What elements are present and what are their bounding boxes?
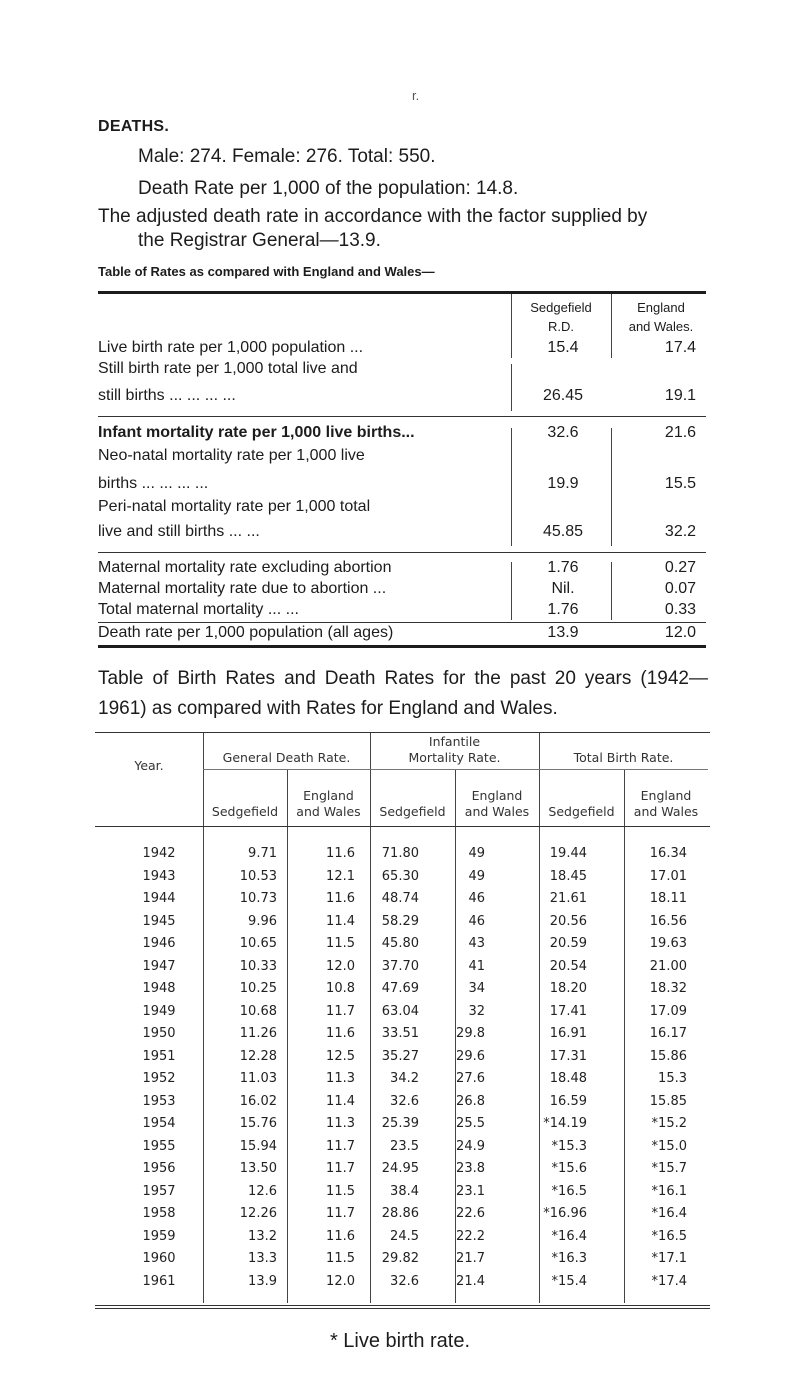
- adjusted-rate-line-2: the Registrar General—13.9.: [138, 230, 381, 251]
- table2-top-rule: [95, 732, 710, 733]
- row-label: Neo-natal mortality rate per 1,000 live: [98, 447, 365, 464]
- table-row: [95, 981, 710, 999]
- england-birth-rate: *15.2: [651, 1116, 687, 1131]
- sedgefield-infant-mortality: 71.80: [381, 846, 419, 861]
- england-death-rate: 12.0: [326, 1273, 355, 1289]
- sedgefield-birth-rate: 19.44: [549, 846, 587, 861]
- sedgefield-infant-mortality: 23.5: [390, 1138, 419, 1154]
- header-line: Infantile: [428, 734, 481, 749]
- england-death-rate: 12.1: [326, 868, 355, 884]
- england-birth-rate: 15.86: [649, 1048, 687, 1064]
- england-value: 15.5: [664, 475, 697, 492]
- table1-header-sedgefield: [511, 298, 611, 336]
- england-birth-rate: *16.1: [651, 1183, 687, 1199]
- england-value: 19.1: [664, 387, 697, 404]
- sedgefield-birth-rate: 20.56: [549, 913, 587, 929]
- table-row: [95, 1161, 710, 1179]
- england-birth-rate: 18.32: [649, 981, 687, 996]
- sedgefield-value: 32.6: [547, 424, 579, 441]
- year-cell: 1945: [142, 913, 176, 929]
- england-infant-mortality: 27.6: [456, 1071, 485, 1086]
- sedgefield-death-rate: 13.9: [248, 1273, 277, 1289]
- sedgefield-birth-rate: 21.61: [549, 891, 587, 906]
- table-row: [95, 1251, 710, 1269]
- table-row: [95, 1071, 710, 1089]
- england-birth-rate: 21.00: [649, 958, 687, 974]
- england-infant-mortality: 22.6: [456, 1206, 485, 1221]
- table1-rule: [98, 416, 706, 417]
- england-birth-rate: *16.5: [651, 1228, 687, 1244]
- table1-row: [98, 559, 706, 581]
- england-death-rate: 11.4: [326, 913, 355, 929]
- sedgefield-death-rate: 16.02: [239, 1093, 277, 1109]
- table-row: [95, 959, 710, 977]
- england-infant-mortality: 49: [468, 868, 485, 884]
- england-value: 21.6: [664, 424, 697, 441]
- row-label: Maternal mortality rate due to abortion ...: [98, 580, 387, 597]
- table2-subheader-sedgefield: Sedgefield: [211, 804, 279, 819]
- sedgefield-birth-rate: 20.59: [549, 936, 587, 951]
- year-cell: 1944: [142, 891, 176, 906]
- sedgefield-value: 1.76: [547, 559, 579, 576]
- header-line: England: [471, 788, 523, 803]
- england-birth-rate: 16.56: [649, 913, 687, 929]
- table1-divider: [511, 562, 512, 620]
- sedgefield-birth-rate: *15.6: [551, 1161, 587, 1176]
- table-row: [95, 914, 710, 932]
- table-row: [95, 1184, 710, 1202]
- year-cell: 1960: [142, 1251, 176, 1266]
- england-birth-rate: 18.11: [649, 891, 687, 906]
- table2-header-infantile: [370, 734, 539, 766]
- england-birth-rate: 16.34: [649, 846, 687, 861]
- england-infant-mortality: 29.6: [456, 1048, 485, 1064]
- sedgefield-infant-mortality: 25.39: [381, 1116, 419, 1131]
- sedgefield-birth-rate: *16.5: [551, 1183, 587, 1199]
- table-row: [95, 1139, 710, 1157]
- table2-subheader-sedgefield: Sedgefield: [548, 804, 615, 819]
- table2-header-general: General Death Rate.: [222, 750, 351, 765]
- england-death-rate: 11.5: [326, 936, 355, 951]
- table-row: [95, 1026, 710, 1044]
- sedgefield-infant-mortality: 48.74: [381, 891, 419, 906]
- england-infant-mortality: 23.8: [456, 1161, 485, 1176]
- table1-header-england: [611, 298, 711, 336]
- header-line: England: [640, 788, 692, 803]
- sedgefield-infant-mortality: 33.51: [381, 1026, 419, 1041]
- year-cell: 1959: [142, 1228, 176, 1244]
- sedgefield-infant-mortality: 38.4: [390, 1183, 419, 1199]
- table1-divider: [611, 428, 612, 546]
- year-cell: 1952: [142, 1071, 176, 1086]
- table1-row: [98, 523, 706, 545]
- row-label: live and still births ... ...: [98, 523, 260, 540]
- england-death-rate: 12.5: [326, 1048, 355, 1064]
- row-label: Still birth rate per 1,000 total live and: [98, 360, 358, 377]
- england-infant-mortality: 21.7: [456, 1251, 485, 1266]
- death-rate-line: Death Rate per 1,000 of the population: 14.8.: [138, 178, 519, 199]
- england-birth-rate: 17.01: [649, 868, 687, 884]
- england-death-rate: 11.7: [326, 1003, 355, 1019]
- sedgefield-death-rate: 10.33: [239, 958, 277, 974]
- table2-header-birth: Total Birth Rate.: [573, 750, 674, 765]
- table-row: [95, 869, 710, 887]
- table1-row: [98, 580, 706, 602]
- header-line: England: [303, 788, 354, 803]
- sedgefield-death-rate: 15.76: [239, 1116, 277, 1131]
- row-label: still births ... ... ... ...: [98, 387, 236, 404]
- table1-rule: [98, 622, 706, 623]
- table-row: [95, 1229, 710, 1247]
- sedgefield-value: 1.76: [547, 601, 579, 618]
- sedgefield-value: 15.4: [547, 339, 579, 356]
- sedgefield-birth-rate: 17.41: [549, 1003, 587, 1019]
- england-death-rate: 11.6: [326, 1228, 355, 1244]
- england-birth-rate: *16.4: [651, 1206, 687, 1221]
- england-infant-mortality: 46: [468, 891, 485, 906]
- table-row: [95, 1094, 710, 1112]
- sedgefield-birth-rate: *16.3: [551, 1251, 587, 1266]
- table2-subheader-england: [287, 788, 370, 820]
- sedgefield-value: Nil.: [551, 580, 575, 597]
- england-birth-rate: *15.7: [651, 1161, 687, 1176]
- header-line: and Wales: [296, 804, 361, 819]
- england-infant-mortality: 29.8: [456, 1026, 485, 1041]
- sedgefield-death-rate: 13.50: [239, 1161, 277, 1176]
- table1-row: [98, 601, 706, 623]
- header-line: R.D.: [548, 319, 574, 334]
- sedgefield-infant-mortality: 32.6: [390, 1273, 419, 1289]
- england-birth-rate: *17.1: [651, 1251, 687, 1266]
- sedgefield-value: 19.9: [547, 475, 579, 492]
- header-line: and Wales.: [628, 319, 694, 334]
- sedgefield-death-rate: 11.26: [239, 1026, 277, 1041]
- sedgefield-death-rate: 9.96: [248, 913, 277, 929]
- sedgefield-death-rate: 10.73: [239, 891, 277, 906]
- table1-row: [98, 387, 706, 409]
- sedgefield-death-rate: 11.03: [239, 1071, 277, 1086]
- year-cell: 1951: [142, 1048, 176, 1064]
- table2-bottom-rule: [95, 1305, 710, 1306]
- table2-bottom-rule: [95, 1308, 710, 1309]
- year-cell: 1957: [142, 1183, 176, 1199]
- england-death-rate: 11.3: [326, 1116, 355, 1131]
- sedgefield-infant-mortality: 58.29: [381, 913, 419, 929]
- year-cell: 1949: [142, 1003, 176, 1019]
- england-birth-rate: 15.3: [658, 1071, 687, 1086]
- sedgefield-death-rate: 12.28: [239, 1048, 277, 1064]
- header-line: and Wales: [464, 804, 530, 819]
- england-infant-mortality: 23.1: [456, 1183, 485, 1199]
- sedgefield-death-rate: 13.2: [248, 1228, 277, 1244]
- header-line: Mortality Rate.: [408, 750, 501, 765]
- england-infant-mortality: 24.9: [456, 1138, 485, 1154]
- section-heading: DEATHS.: [98, 118, 170, 135]
- sedgefield-birth-rate: 16.91: [549, 1026, 587, 1041]
- year-cell: 1943: [142, 868, 176, 884]
- england-infant-mortality: 43: [468, 936, 485, 951]
- table1-row: [98, 447, 706, 469]
- sedgefield-death-rate: 9.71: [248, 846, 277, 861]
- england-infant-mortality: 26.8: [456, 1093, 485, 1109]
- sedgefield-value: 45.85: [542, 523, 584, 540]
- sedgefield-birth-rate: 16.59: [549, 1093, 587, 1109]
- year-cell: 1954: [142, 1116, 176, 1131]
- england-value: 0.07: [664, 580, 697, 597]
- england-death-rate: 11.7: [326, 1206, 355, 1221]
- england-infant-mortality: 49: [468, 846, 485, 861]
- england-birth-rate: 19.63: [649, 936, 687, 951]
- sedgefield-birth-rate: 18.20: [549, 981, 587, 996]
- footnote: * Live birth rate.: [329, 1330, 471, 1352]
- england-death-rate: 11.5: [326, 1251, 355, 1266]
- table2-subheader-england: [455, 788, 539, 820]
- year-cell: 1958: [142, 1206, 176, 1221]
- row-label: Live birth rate per 1,000 population ...: [98, 339, 364, 356]
- row-label: Death rate per 1,000 population (all ages): [98, 624, 394, 641]
- year-cell: 1947: [142, 958, 176, 974]
- table-row: [95, 936, 710, 954]
- sedgefield-birth-rate: *15.4: [551, 1273, 587, 1289]
- table1-row: [98, 360, 706, 382]
- england-death-rate: 12.0: [326, 958, 355, 974]
- sedgefield-value: 26.45: [542, 387, 584, 404]
- table-row: [95, 1049, 710, 1067]
- table2-header-year: Year.: [134, 758, 164, 773]
- deaths-totals: Male: 274. Female: 276. Total: 550.: [138, 146, 436, 167]
- sedgefield-death-rate: 10.65: [239, 936, 277, 951]
- england-death-rate: 11.7: [326, 1161, 355, 1176]
- sedgefield-death-rate: 12.6: [248, 1183, 277, 1199]
- sedgefield-infant-mortality: 45.80: [381, 936, 419, 951]
- table1-row: [98, 475, 706, 497]
- sedgefield-infant-mortality: 24.95: [381, 1161, 419, 1176]
- england-birth-rate: *15.0: [651, 1138, 687, 1154]
- year-cell: 1956: [142, 1161, 176, 1176]
- sedgefield-value: 13.9: [547, 624, 579, 641]
- england-value: 12.0: [664, 624, 697, 641]
- sedgefield-birth-rate: 18.48: [549, 1071, 587, 1086]
- sedgefield-death-rate: 13.3: [248, 1251, 277, 1266]
- sedgefield-infant-mortality: 32.6: [390, 1093, 419, 1109]
- england-infant-mortality: 21.4: [456, 1273, 485, 1289]
- england-death-rate: 11.4: [326, 1093, 355, 1109]
- england-death-rate: 11.6: [326, 1026, 355, 1041]
- table1-top-rule: [98, 291, 706, 294]
- table1-row: [98, 624, 706, 646]
- year-cell: 1961: [142, 1273, 176, 1289]
- sedgefield-infant-mortality: 29.82: [381, 1251, 419, 1266]
- header-line: and Wales: [633, 804, 699, 819]
- england-infant-mortality: 46: [468, 913, 485, 929]
- sedgefield-death-rate: 15.94: [239, 1138, 277, 1154]
- england-infant-mortality: 22.2: [456, 1228, 485, 1244]
- sedgefield-birth-rate: *16.96: [543, 1206, 587, 1221]
- sedgefield-infant-mortality: 34.2: [390, 1071, 419, 1086]
- table-row: [95, 1206, 710, 1224]
- table2-header-rule: [95, 826, 710, 827]
- sedgefield-birth-rate: 18.45: [549, 868, 587, 884]
- england-birth-rate: *17.4: [651, 1273, 687, 1289]
- row-label: births ... ... ... ...: [98, 475, 209, 492]
- table2-subheader-sedgefield: Sedgefield: [379, 804, 446, 819]
- table1-divider: [611, 562, 612, 620]
- table1-bottom-rule: [98, 645, 706, 648]
- england-birth-rate: 15.85: [649, 1093, 687, 1109]
- sedgefield-birth-rate: 20.54: [549, 958, 587, 974]
- year-cell: 1955: [142, 1138, 176, 1154]
- england-death-rate: 11.7: [326, 1138, 355, 1154]
- row-label: Peri-natal mortality rate per 1,000 total: [98, 498, 371, 515]
- row-label: Maternal mortality rate excluding abortion: [98, 559, 392, 576]
- england-infant-mortality: 25.5: [456, 1116, 485, 1131]
- england-death-rate: 11.6: [326, 846, 355, 861]
- table1-divider: [511, 428, 512, 546]
- table2-caption: Table of Birth Rates and Death Rates for the past 20 years (1942—1961) as compared with Rates for England and Wales.: [98, 668, 708, 719]
- year-cell: 1946: [142, 936, 176, 951]
- england-birth-rate: 16.17: [649, 1026, 687, 1041]
- row-label: Total maternal mortality ... ...: [98, 601, 299, 618]
- england-death-rate: 11.6: [326, 891, 355, 906]
- sedgefield-infant-mortality: 47.69: [381, 981, 419, 996]
- england-infant-mortality: 32: [468, 1003, 485, 1019]
- table-row: [95, 1274, 710, 1292]
- england-death-rate: 11.3: [326, 1071, 355, 1086]
- sedgefield-death-rate: 10.53: [239, 868, 277, 884]
- table1-rule: [98, 552, 706, 553]
- sedgefield-death-rate: 10.25: [239, 981, 277, 996]
- england-value: 17.4: [664, 339, 697, 356]
- england-death-rate: 11.5: [326, 1183, 355, 1199]
- sedgefield-death-rate: 10.68: [239, 1003, 277, 1019]
- table2-subheader-rule: [203, 769, 708, 770]
- table1-row: [98, 339, 706, 361]
- england-infant-mortality: 41: [468, 958, 485, 974]
- header-line: Sedgefield: [530, 300, 592, 315]
- table1-caption: Table of Rates as compared with England and Wales—: [98, 264, 435, 279]
- table-row: [95, 1116, 710, 1134]
- sedgefield-birth-rate: 17.31: [549, 1048, 587, 1064]
- england-value: 0.33: [664, 601, 697, 618]
- table1-divider: [511, 364, 512, 411]
- england-death-rate: 10.8: [326, 981, 355, 996]
- sedgefield-infant-mortality: 35.27: [381, 1048, 419, 1064]
- england-birth-rate: 17.09: [649, 1003, 687, 1019]
- sedgefield-infant-mortality: 63.04: [381, 1003, 419, 1019]
- sedgefield-birth-rate: *14.19: [543, 1116, 587, 1131]
- sedgefield-infant-mortality: 37.70: [381, 958, 419, 974]
- england-value: 32.2: [664, 523, 697, 540]
- table1-row: [98, 498, 706, 520]
- england-infant-mortality: 34: [468, 981, 485, 996]
- row-label: Infant mortality rate per 1,000 live births...: [98, 424, 415, 441]
- table-row: [95, 1004, 710, 1022]
- header-line: England: [637, 300, 685, 315]
- year-cell: 1948: [142, 981, 176, 996]
- sedgefield-infant-mortality: 24.5: [390, 1228, 419, 1244]
- sedgefield-death-rate: 12.26: [239, 1206, 277, 1221]
- adjusted-rate-line: The adjusted death rate in accordance with the factor supplied by: [98, 206, 648, 227]
- sedgefield-infant-mortality: 65.30: [381, 868, 419, 884]
- year-cell: 1950: [142, 1026, 176, 1041]
- year-cell: 1942: [142, 846, 176, 861]
- sedgefield-birth-rate: *16.4: [551, 1228, 587, 1244]
- sedgefield-infant-mortality: 28.86: [381, 1206, 419, 1221]
- page-mark: r.: [412, 88, 420, 103]
- england-value: 0.27: [664, 559, 697, 576]
- table-row: [95, 846, 710, 864]
- year-cell: 1953: [142, 1093, 176, 1109]
- table-row: [95, 891, 710, 909]
- table1-row: [98, 424, 706, 446]
- sedgefield-birth-rate: *15.3: [551, 1138, 587, 1154]
- table2-subheader-england: [624, 788, 708, 820]
